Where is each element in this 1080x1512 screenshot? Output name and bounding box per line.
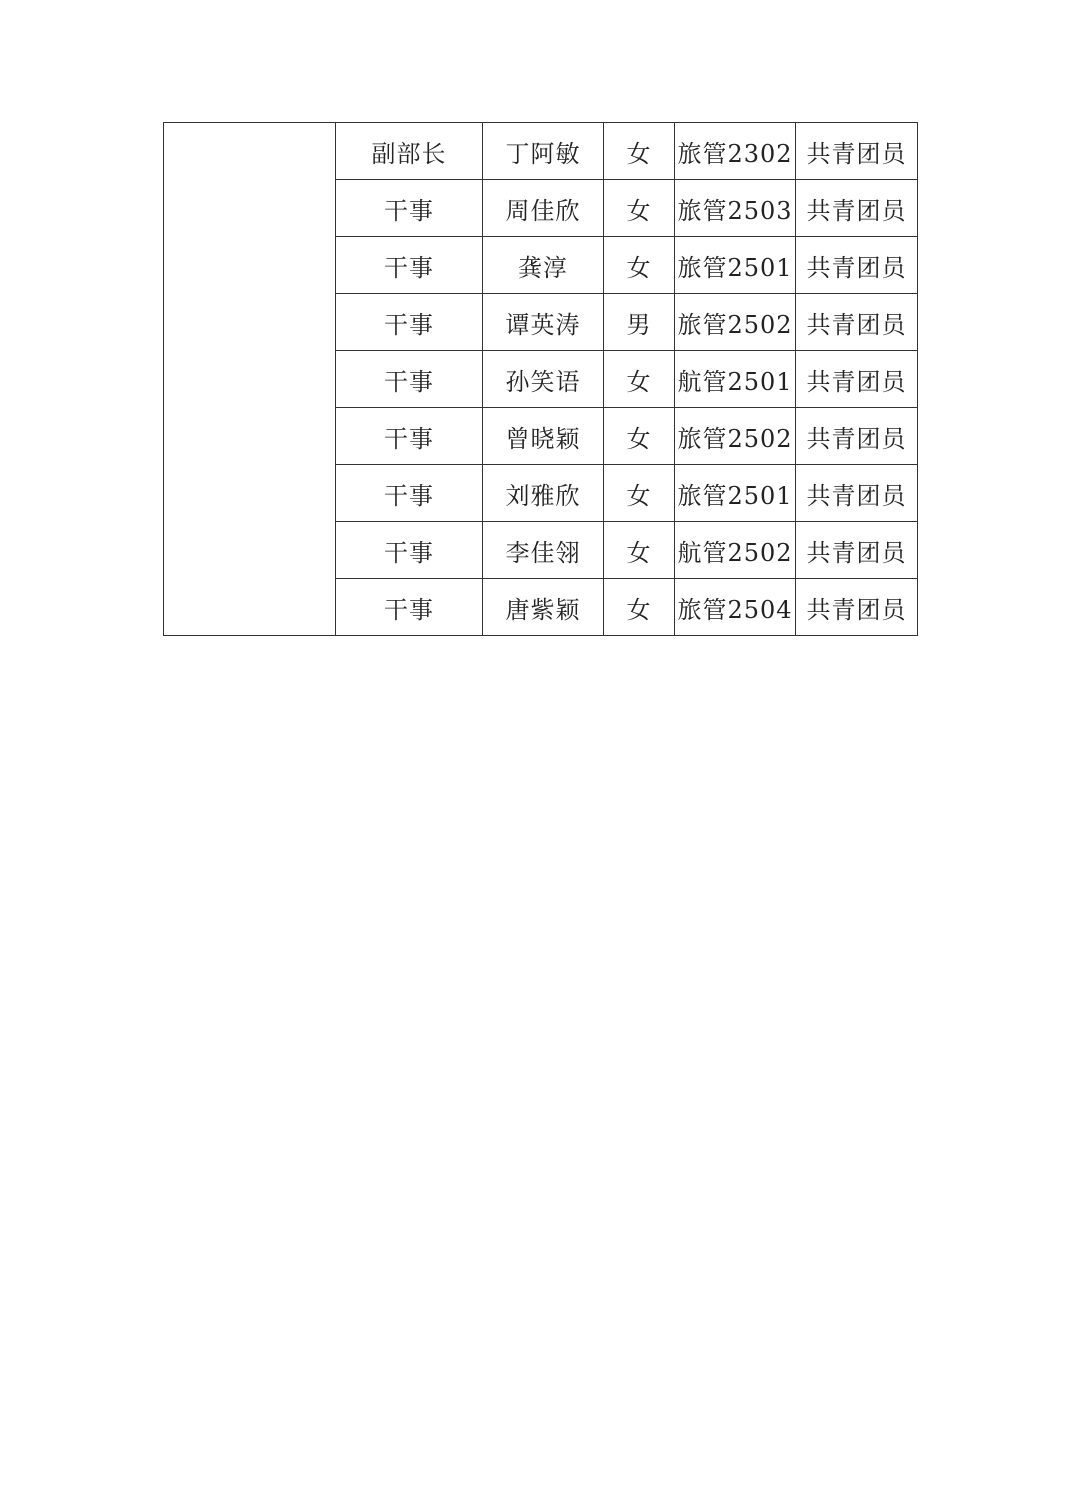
political-status-cell: 共青团员 — [796, 408, 918, 465]
role-cell: 副部长 — [336, 123, 483, 180]
name-cell: 丁阿敏 — [483, 123, 604, 180]
role-cell: 干事 — [336, 294, 483, 351]
role-cell: 干事 — [336, 408, 483, 465]
political-status-cell: 共青团员 — [796, 351, 918, 408]
class-cell: 旅管2501 — [675, 237, 796, 294]
name-cell: 刘雅欣 — [483, 465, 604, 522]
class-cell: 航管2501 — [675, 351, 796, 408]
political-status-cell: 共青团员 — [796, 180, 918, 237]
name-cell: 曾晓颖 — [483, 408, 604, 465]
political-status-cell: 共青团员 — [796, 123, 918, 180]
gender-cell: 女 — [604, 123, 675, 180]
role-cell: 干事 — [336, 180, 483, 237]
table-row — [164, 123, 918, 180]
gender-cell: 男 — [604, 294, 675, 351]
name-cell: 唐紫颖 — [483, 579, 604, 636]
class-cell: 旅管2502 — [675, 408, 796, 465]
name-cell: 周佳欣 — [483, 180, 604, 237]
name-cell: 李佳翎 — [483, 522, 604, 579]
class-cell: 旅管2501 — [675, 465, 796, 522]
gender-cell: 女 — [604, 579, 675, 636]
class-cell: 旅管2503 — [675, 180, 796, 237]
gender-cell: 女 — [604, 408, 675, 465]
political-status-cell: 共青团员 — [796, 465, 918, 522]
class-cell: 航管2502 — [675, 522, 796, 579]
political-status-cell: 共青团员 — [796, 294, 918, 351]
political-status-cell: 共青团员 — [796, 579, 918, 636]
name-cell: 龚淳 — [483, 237, 604, 294]
gender-cell: 女 — [604, 237, 675, 294]
member-table — [163, 122, 918, 636]
gender-cell: 女 — [604, 180, 675, 237]
role-cell: 干事 — [336, 351, 483, 408]
gender-cell: 女 — [604, 351, 675, 408]
name-cell: 谭英涛 — [483, 294, 604, 351]
gender-cell: 女 — [604, 522, 675, 579]
class-cell: 旅管2302 — [675, 123, 796, 180]
department-cell — [164, 123, 336, 636]
political-status-cell: 共青团员 — [796, 522, 918, 579]
role-cell: 干事 — [336, 465, 483, 522]
name-cell: 孙笑语 — [483, 351, 604, 408]
class-cell: 旅管2502 — [675, 294, 796, 351]
political-status-cell: 共青团员 — [796, 237, 918, 294]
role-cell: 干事 — [336, 579, 483, 636]
role-cell: 干事 — [336, 237, 483, 294]
gender-cell: 女 — [604, 465, 675, 522]
class-cell: 旅管2504 — [675, 579, 796, 636]
role-cell: 干事 — [336, 522, 483, 579]
